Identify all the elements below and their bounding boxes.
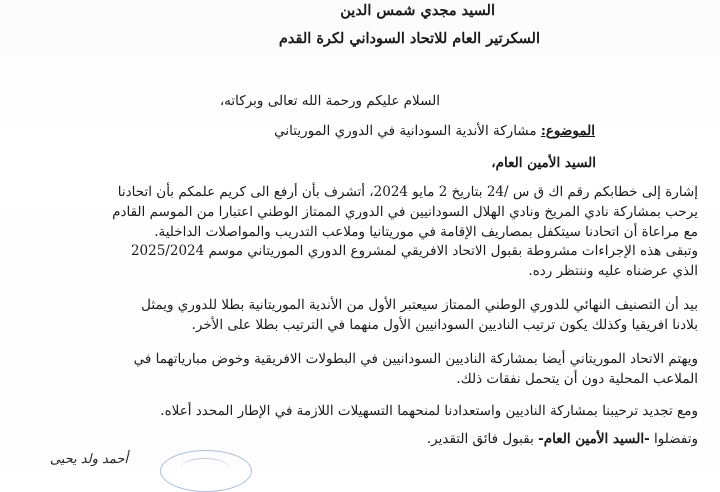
recipient-title: السكرتير العام للاتحاد السوداني لكرة القدم [278, 30, 540, 47]
subject-line [274, 122, 595, 140]
paragraph-line: الذي عرضناه عليه وننتظر رده. [528, 263, 698, 279]
official-stamp-ring [180, 458, 230, 479]
paragraph-line: الملاعب المحلية دون أن يتحمل نفقات ذلك. [456, 371, 698, 387]
paragraph-line: مع مراعاة أن اتحادنا سيتكفل بمصاريف الإقامة في موريتانيا وملاعب التدريب والمواصلات الداخلية. [154, 224, 698, 240]
closing-line [427, 430, 698, 448]
closing-prefix: وتفضلوا [649, 431, 698, 447]
paragraph-line: بيد أن التصنيف النهائي للدوري الوطني الممتاز سيعتبر الأول من الأندية الموريتانية بطلا للدوري ويمثل [141, 297, 698, 313]
paragraph-line: ويهتم الاتحاد الموريتاني أيضا بمشاركة الناديين السودانيين في البطولات الافريقية وخوض مبارياتهما في [133, 351, 698, 367]
recipient-name: السيد مجدي شمس الدين [340, 2, 495, 19]
closing-address: -السيد الأمين العام- [538, 431, 650, 447]
closing-suffix: بقبول فائق التقدير. [426, 431, 539, 447]
salutation: السيد الأمين العام، [491, 155, 596, 171]
greeting: السلام عليكم ورحمة الله تعالى وبركاته، [219, 93, 440, 109]
signature: أحمد ولد يحيى [49, 452, 128, 467]
paragraph-line: ومع تجديد ترحيبنا بمشاركة الناديين واستعدادنا لمنحهما التسهيلات اللازمة في الإطار المحدد أعلاه. [160, 403, 698, 419]
subject-text: مشاركة الأندية السودانية في الدوري الموريتاني [274, 123, 541, 139]
paragraph-line: إشارة إلى خطابكم رقم اك ق س /24 بتاريخ 2 مايو 2024، أتشرف بأن أرفع الى كريم علمكم بأن اتحادنا [117, 184, 698, 200]
paragraph-line: وتبقى هذه الإجراءات مشروطة بقبول الاتحاد الافريقي لمشروع الدوري الموريتاني موسم 2025/2024 [130, 243, 698, 259]
subject-label: الموضوع: [540, 123, 595, 139]
paragraph-line: يرحب بمشاركة نادي المريخ ونادي الهلال السودانيين في الدوري الممتاز الوطني اعتبارا من الموسم القادم [112, 204, 698, 220]
paragraph-line: بلادنا افريقيا وكذلك يكون ترتيب الناديين السودانيين الأول منهما في الترتيب بطلا على الأخر. [191, 317, 698, 333]
